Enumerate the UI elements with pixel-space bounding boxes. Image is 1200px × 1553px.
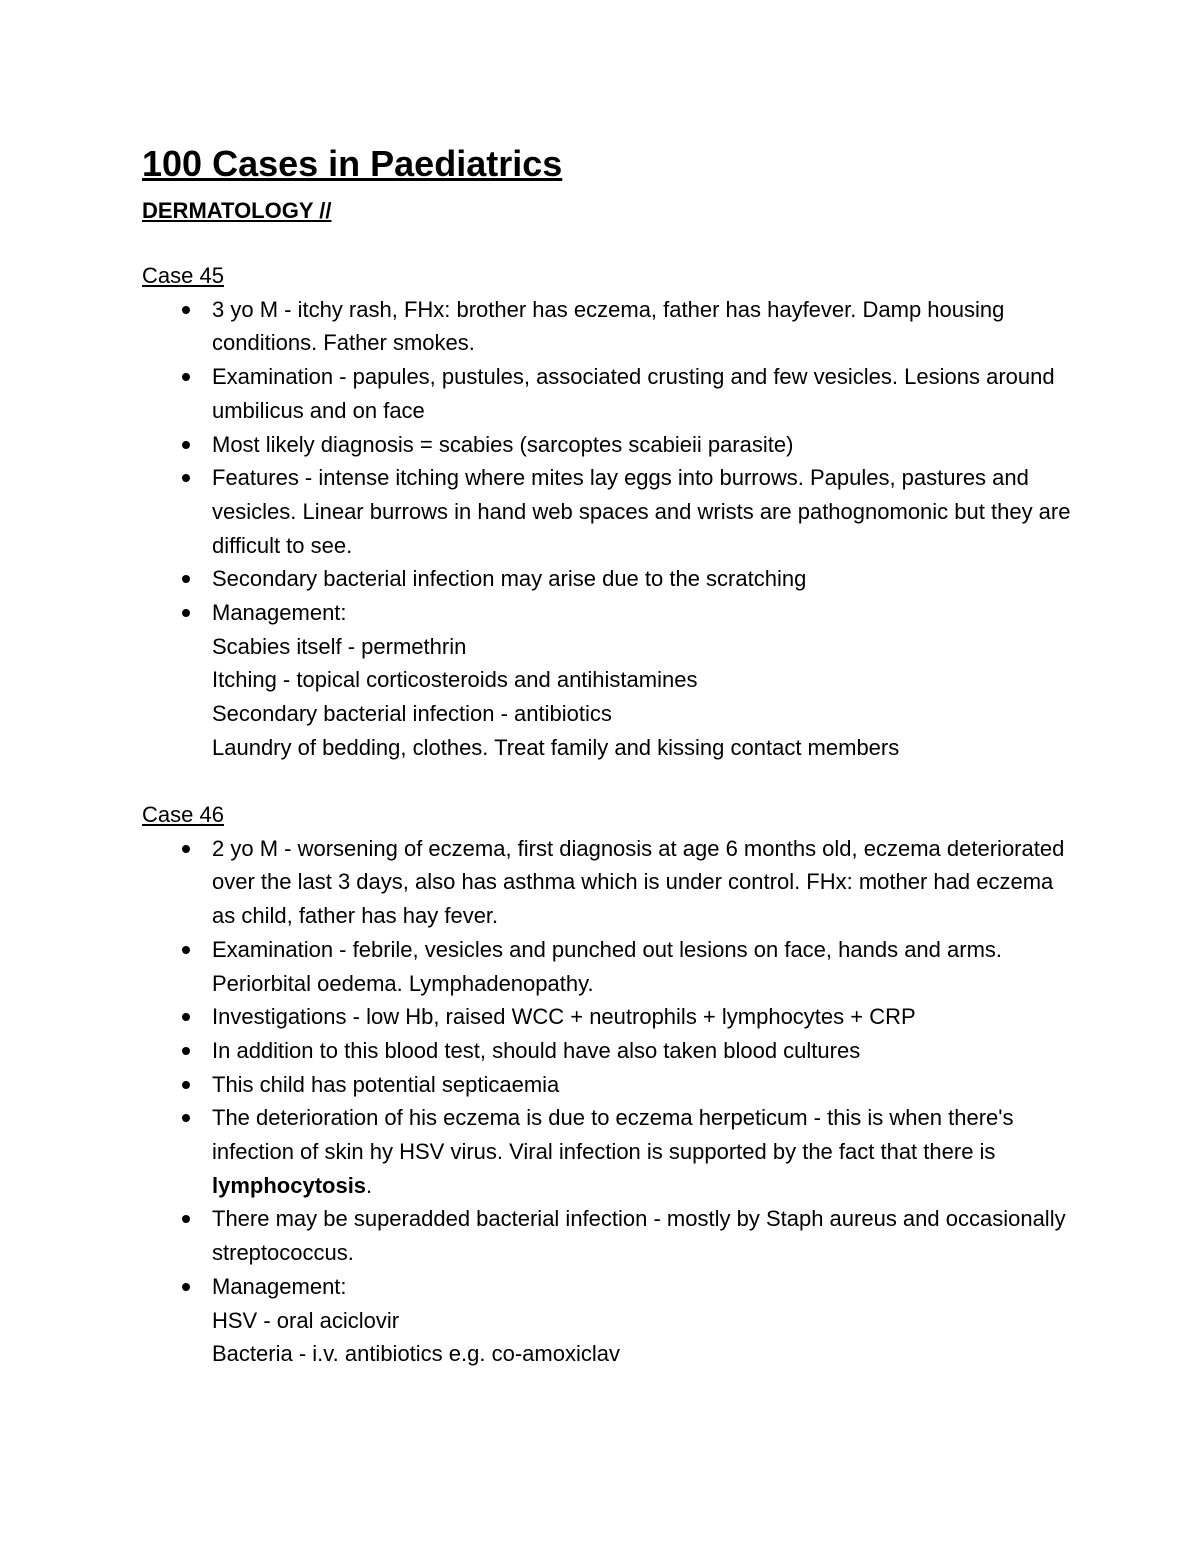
management-line: Laundry of bedding, clothes. Treat family and kissing contact members — [212, 734, 900, 760]
case-45-heading: Case 45 — [142, 263, 224, 288]
management-line: HSV - oral aciclovir — [212, 1307, 400, 1333]
management-label: Management: — [212, 600, 347, 626]
list-item: 2 yo M - worsening of eczema, first diagnosis at age 6 months old, eczema deteriorated over the last 3 days, also has asthma which is under control. FHx: mother had eczema as child, father has hay fever. — [142, 832, 1082, 933]
case-45-list — [142, 293, 1082, 765]
section-heading: DERMATOLOGY // — [142, 198, 332, 223]
list-item: Features - intense itching where mites lay eggs into burrows. Papules, pastures and vesicles. Linear burrows in hand web spaces and wrists are pathognomonic but they are difficult to see. — [142, 461, 1082, 562]
case-46-list — [142, 832, 1082, 1371]
herpeticum-end: . — [366, 1172, 373, 1198]
management-line: Secondary bacterial infection - antibiotics — [212, 701, 612, 727]
list-item: Secondary bacterial infection may arise due to the scratching — [142, 562, 1082, 596]
management-label: Management: — [212, 1273, 347, 1299]
management-line: Scabies itself - permethrin — [212, 633, 467, 659]
case-46 — [142, 798, 1082, 1371]
list-item: Most likely diagnosis = scabies (sarcoptes scabieii parasite) — [142, 428, 1082, 462]
list-item: There may be superadded bacterial infection - mostly by Staph aureus and occasionally streptococcus. — [142, 1202, 1082, 1269]
list-item: In addition to this blood test, should have also taken blood cultures — [142, 1034, 1082, 1068]
management-line: Bacteria - i.v. antibiotics e.g. co-amoxiclav — [212, 1341, 620, 1367]
case-46-heading: Case 46 — [142, 802, 224, 827]
management-line: Itching - topical corticosteroids and antihistamines — [212, 667, 698, 693]
list-item: Examination - papules, pustules, associated crusting and few vesicles. Lesions around umbilicus and on face — [142, 360, 1082, 427]
case-45 — [142, 259, 1082, 765]
document-title: 100 Cases in Paediatrics — [142, 143, 563, 184]
lymphocytosis-term: lymphocytosis — [212, 1172, 367, 1198]
list-item: Examination - febrile, vesicles and punched out lesions on face, hands and arms. Periorbital oedema. Lymphadenopathy. — [142, 933, 1082, 1000]
management-item — [142, 1270, 1082, 1371]
list-item — [142, 1101, 1082, 1202]
herpeticum-text: The deterioration of his eczema is due to eczema herpeticum - this is when there's infection of skin hy HSV virus. Viral infection is supported by the fact that there is — [212, 1105, 1014, 1165]
list-item: Investigations - low Hb, raised WCC + neutrophils + lymphocytes + CRP — [142, 1000, 1082, 1034]
management-item — [142, 596, 1082, 765]
list-item: This child has potential septicaemia — [142, 1068, 1082, 1102]
list-item: 3 yo M - itchy rash, FHx: brother has eczema, father has hayfever. Damp housing conditions. Father smokes. — [142, 293, 1082, 360]
